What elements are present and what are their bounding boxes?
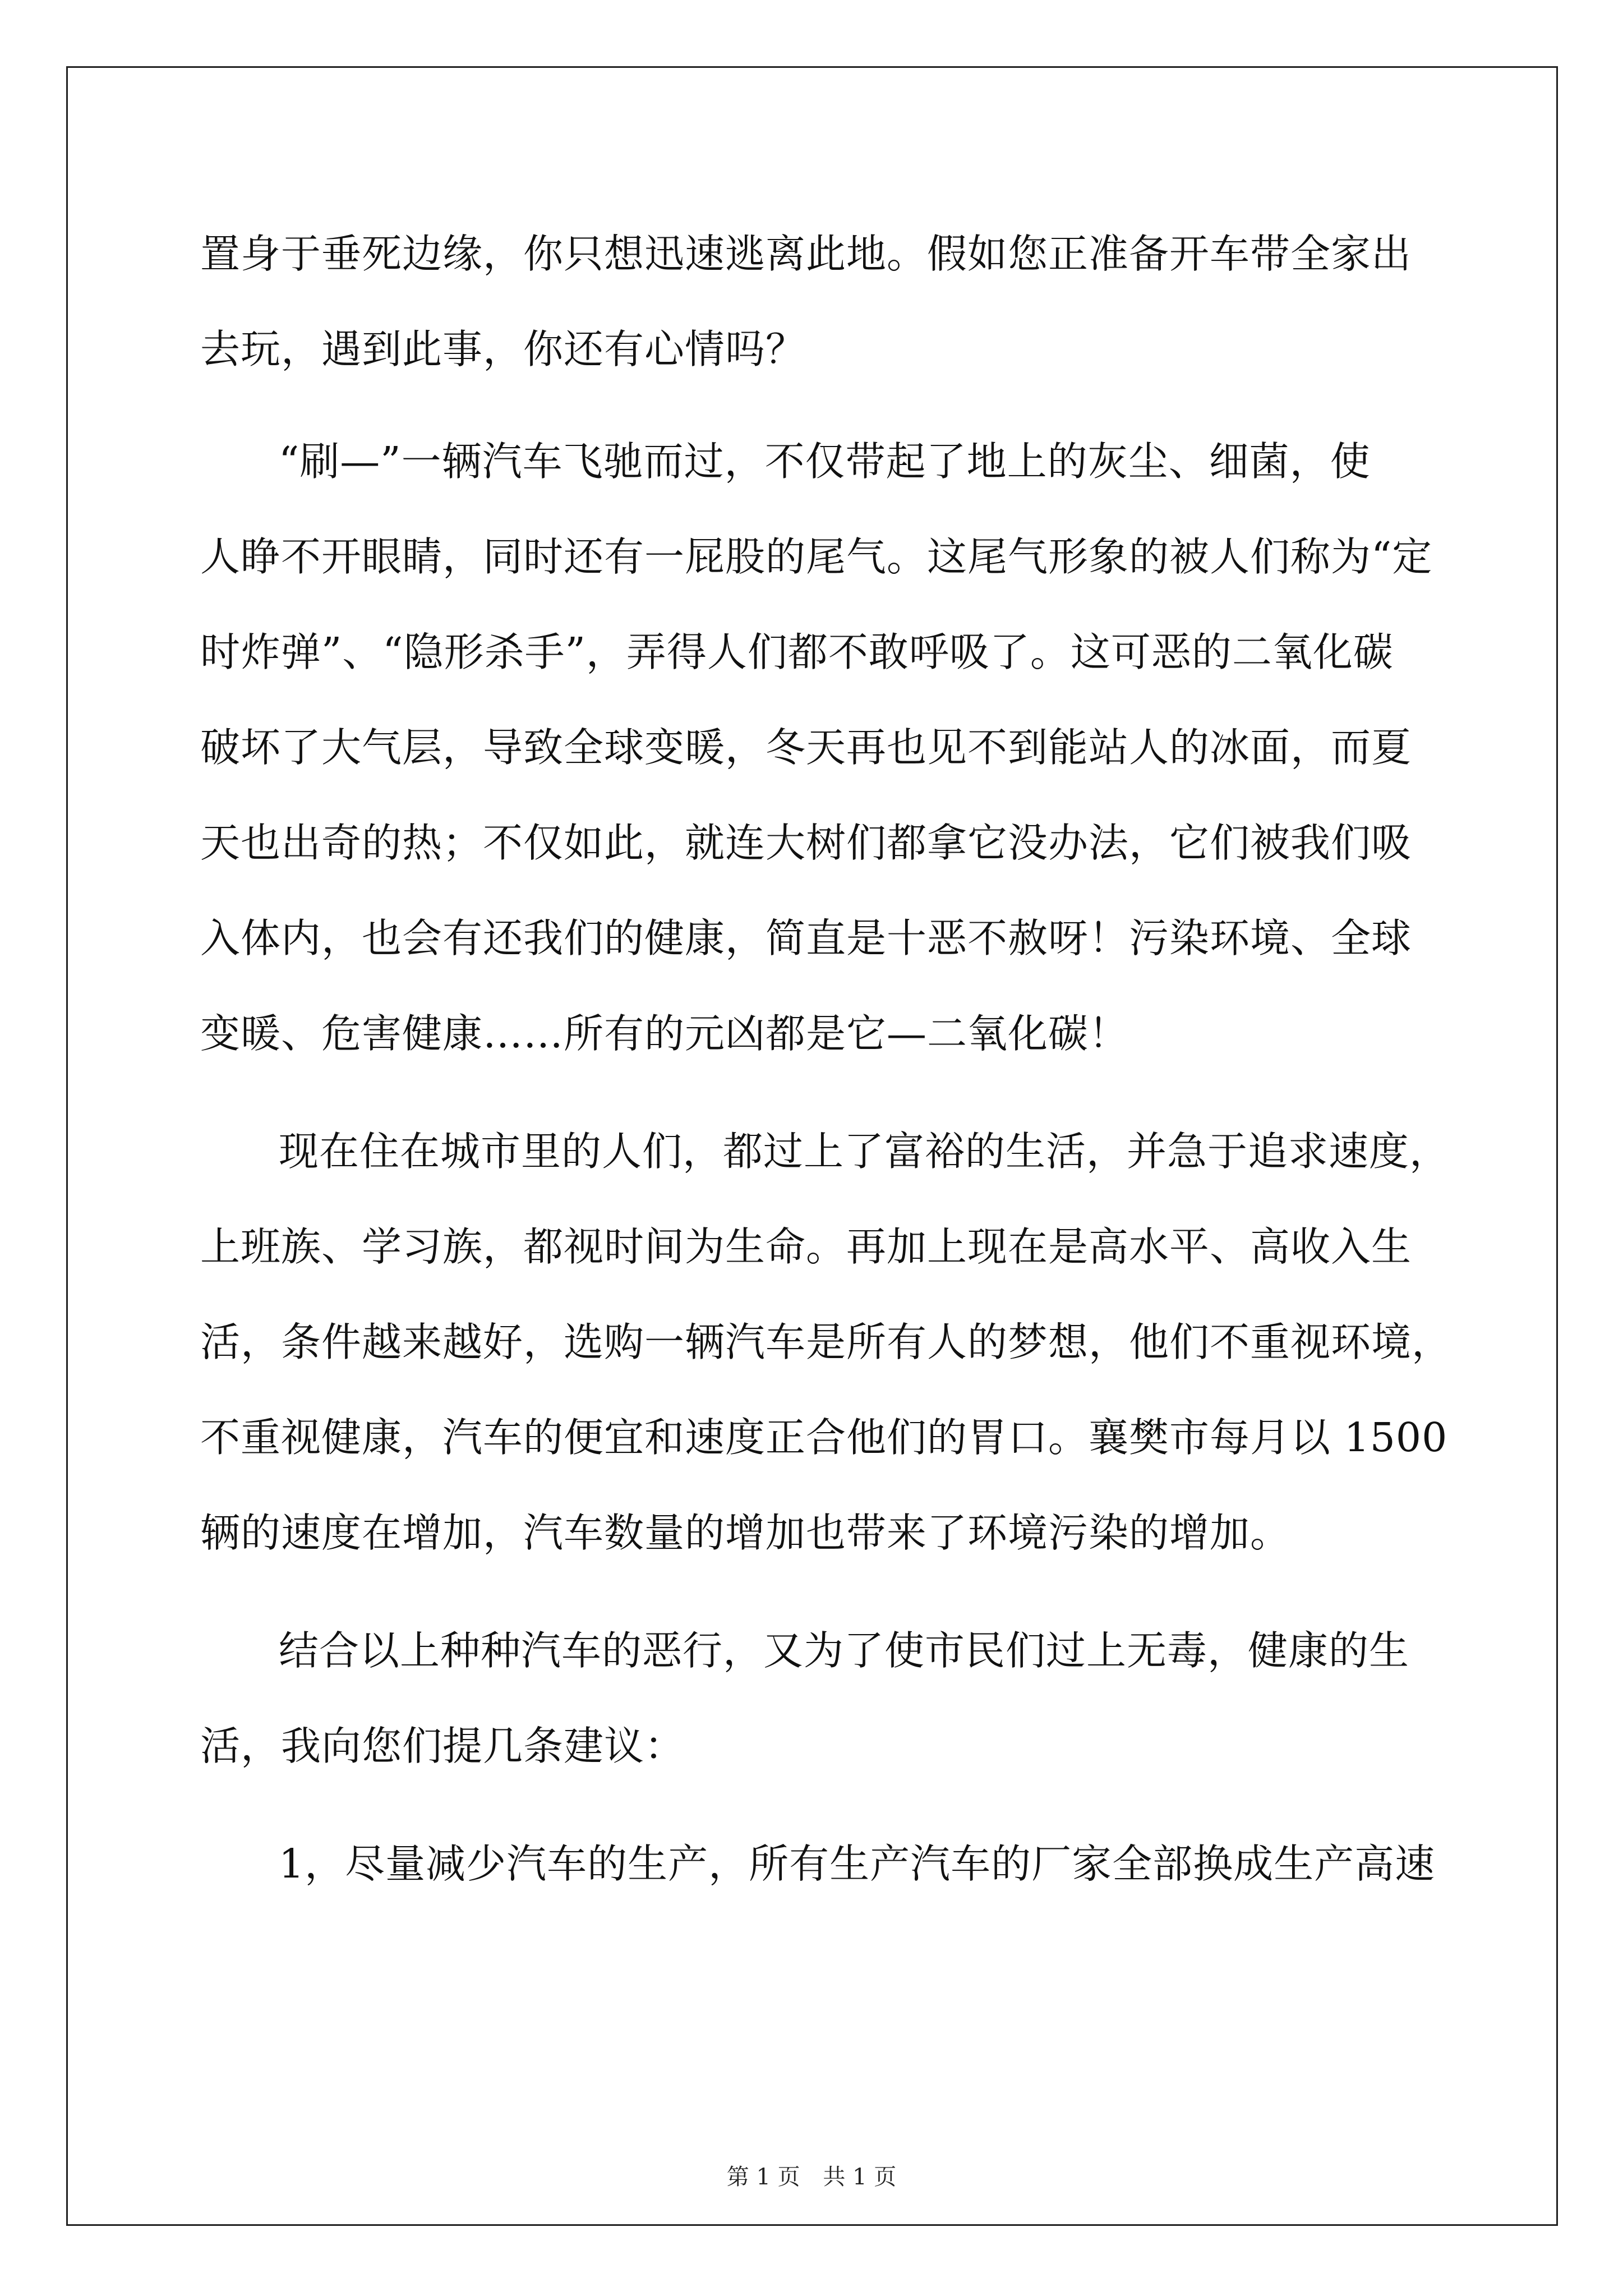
page-footer	[0, 2162, 1623, 2192]
text-line: 不重视健康，汽车的便宜和速度正合他们的胃口。襄樊市每月以 1500	[200, 1414, 1448, 1461]
text-line: 变暖、危害健康……所有的元凶都是它—二氧化碳！	[200, 1010, 1129, 1057]
text-line: 现在住在城市里的人们，都过上了富裕的生活，并急于追求速度，	[279, 1128, 1450, 1175]
text-line: 天也出奇的热；不仅如此，就连大树们都拿它没办法，它们被我们吸	[200, 820, 1412, 866]
text-line: 去玩，遇到此事，你还有心情吗？	[200, 326, 806, 372]
text-line: 1，尽量减少汽车的生产，所有生产汽车的厂家全部换成生产高速	[279, 1841, 1436, 1887]
text-line: 活，我向您们提几条建议：	[200, 1723, 685, 1769]
text-line: 入体内，也会有还我们的健康，简直是十恶不赦呀！污染环境、全球	[200, 915, 1412, 961]
text-line: 破坏了大气层，导致全球变暖，冬天再也见不到能站人的冰面，而夏	[200, 724, 1412, 771]
text-line: 辆的速度在增加，汽车数量的增加也带来了环境污染的增加。	[200, 1510, 1291, 1556]
page-number: 第 1 页	[726, 2164, 800, 2190]
page-total: 共 1 页	[823, 2164, 897, 2190]
text-line: 上班族、学习族，都视时间为生命。再加上现在是高水平、高收入生	[200, 1223, 1412, 1270]
text-line: 人睁不开眼睛，同时还有一屁股的尾气。这尾气形象的被人们称为“定	[200, 533, 1433, 580]
text-line: 时炸弹”、“隐形杀手”，弄得人们都不敢呼吸了。这可恶的二氧化碳	[200, 629, 1394, 675]
text-line: 置身于垂死边缘，你只想迅速逃离此地。假如您正准备开车带全家出	[200, 231, 1412, 277]
text-line: “刷—”一辆汽车飞驰而过，不仅带起了地上的灰尘、细菌，使	[279, 438, 1371, 485]
text-line: 活，条件越来越好，选购一辆汽车是所有人的梦想，他们不重视环境，	[200, 1319, 1453, 1365]
text-line: 结合以上种种汽车的恶行，又为了使市民们过上无毒，健康的生	[279, 1627, 1410, 1674]
